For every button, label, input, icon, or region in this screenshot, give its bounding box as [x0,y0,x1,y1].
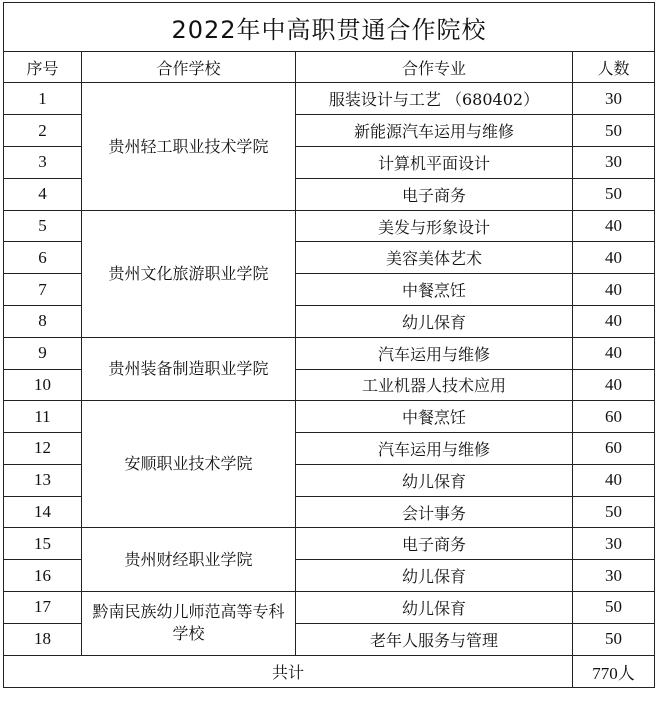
school-cell: 安顺职业技术学院 [82,401,296,528]
header-school: 合作学校 [82,52,296,83]
row-major: 美容美体艺术 [296,242,573,274]
row-major: 会计事务 [296,496,573,528]
total-value: 770人 [573,655,655,687]
row-major: 幼儿保育 [296,560,573,592]
row-idx: 10 [4,369,82,401]
row-major: 中餐烹饪 [296,401,573,433]
row-count: 30 [573,560,655,592]
table-row [4,337,655,369]
row-count: 30 [573,83,655,115]
header-major: 合作专业 [296,52,573,83]
row-count: 50 [573,178,655,210]
row-idx: 7 [4,274,82,306]
table-row [4,591,655,623]
total-label: 共计 [4,655,573,687]
school-cell: 贵州轻工职业技术学院 [82,83,296,210]
row-idx: 8 [4,305,82,337]
row-major: 中餐烹饪 [296,274,573,306]
row-count: 40 [573,337,655,369]
school-cell: 贵州文化旅游职业学院 [82,210,296,337]
row-idx: 9 [4,337,82,369]
header-count: 人数 [573,52,655,83]
row-count: 40 [573,274,655,306]
row-major: 新能源汽车运用与维修 [296,115,573,147]
row-idx: 6 [4,242,82,274]
row-idx: 1 [4,83,82,115]
row-idx: 3 [4,147,82,179]
row-count: 30 [573,528,655,560]
row-idx: 2 [4,115,82,147]
table-row [4,401,655,433]
row-idx: 11 [4,401,82,433]
row-idx: 4 [4,178,82,210]
table-row [4,210,655,242]
school-cell: 贵州财经职业学院 [82,528,296,592]
school-cell: 贵州装备制造职业学院 [82,337,296,401]
row-idx: 12 [4,433,82,465]
row-idx: 15 [4,528,82,560]
header-idx: 序号 [4,52,82,83]
row-major: 工业机器人技术应用 [296,369,573,401]
row-count: 60 [573,401,655,433]
row-count: 50 [573,591,655,623]
row-major: 计算机平面设计 [296,147,573,179]
row-idx: 17 [4,591,82,623]
row-count: 40 [573,369,655,401]
table-row [4,528,655,560]
row-count: 50 [573,496,655,528]
row-idx: 5 [4,210,82,242]
row-idx: 18 [4,623,82,655]
row-idx: 14 [4,496,82,528]
row-count: 60 [573,433,655,465]
row-count: 30 [573,147,655,179]
row-count: 40 [573,210,655,242]
row-major: 汽车运用与维修 [296,433,573,465]
row-major: 服装设计与工艺 （680402） [296,83,573,115]
row-idx: 13 [4,464,82,496]
row-major: 电子商务 [296,178,573,210]
row-major: 幼儿保育 [296,464,573,496]
row-major: 老年人服务与管理 [296,623,573,655]
row-major: 幼儿保育 [296,305,573,337]
row-count: 50 [573,115,655,147]
cooperation-table [3,2,655,688]
row-count: 40 [573,464,655,496]
row-major: 电子商务 [296,528,573,560]
row-count: 50 [573,623,655,655]
row-count: 40 [573,305,655,337]
table-title: 2022年中高职贯通合作院校 [4,3,655,52]
table-row [4,83,655,115]
row-major: 幼儿保育 [296,591,573,623]
school-cell: 黔南民族幼儿师范高等专科学校 [82,591,296,655]
row-major: 美发与形象设计 [296,210,573,242]
row-count: 40 [573,242,655,274]
row-idx: 16 [4,560,82,592]
row-major: 汽车运用与维修 [296,337,573,369]
